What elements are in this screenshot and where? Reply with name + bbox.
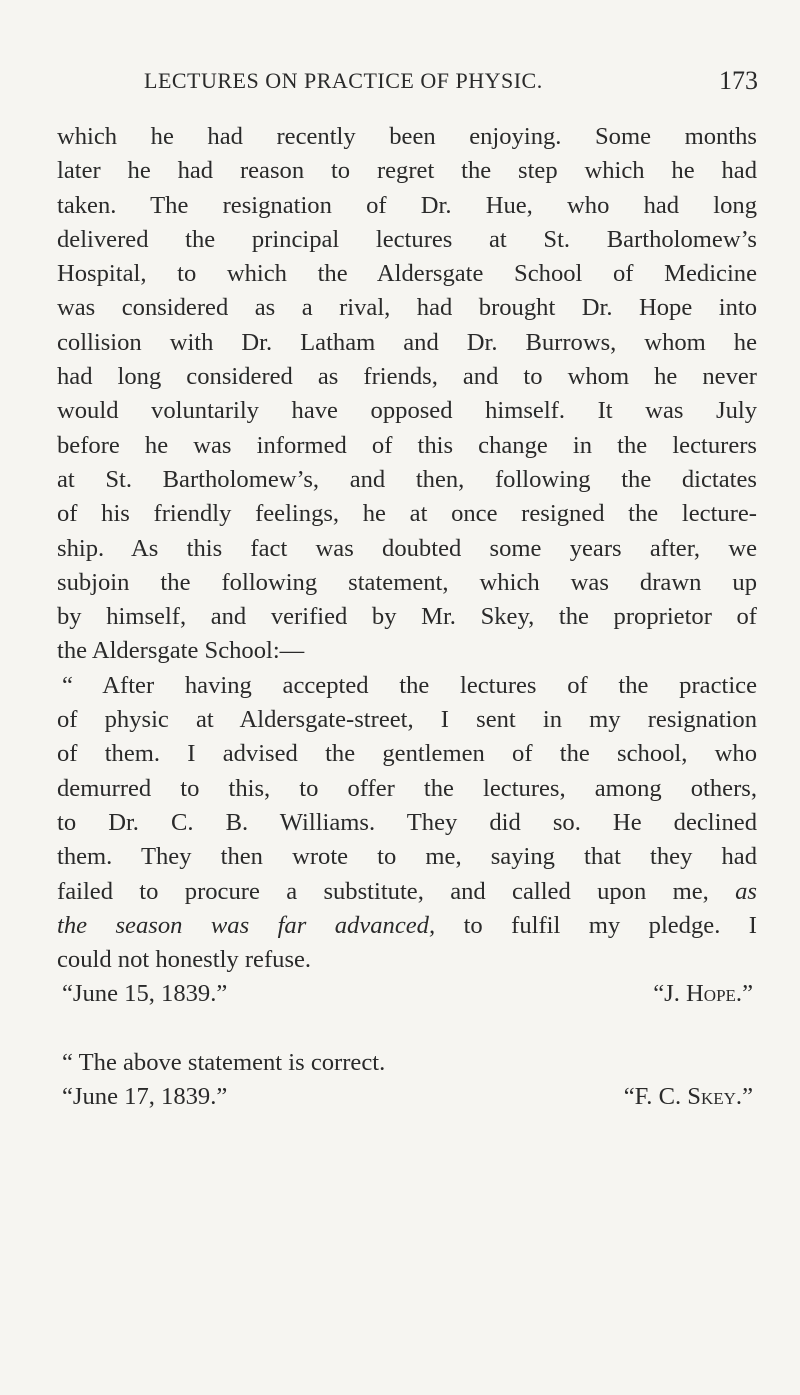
running-title: LECTURES ON PRACTICE OF PHYSIC. (144, 68, 543, 93)
body-text (57, 120, 757, 1114)
text-line: later he had reason to regret the step which he had (57, 157, 757, 185)
quote-line (57, 909, 757, 943)
quote-line: demurred to this, to offer the lectures, among others, (57, 774, 757, 802)
text-line: at St. Bartholomew’s, and then, following the dictates (57, 465, 757, 493)
text-line: subjoin the following statement, which was drawn up (57, 568, 757, 596)
quote-text: to fulfil my pledge. I (463, 911, 757, 939)
text-line: of his friendly feelings, he at once resigned the lecture- (57, 500, 757, 528)
text-line: Hospital, to which the Aldersgate School of Medicine (57, 260, 757, 288)
quote-line: to Dr. C. B. Williams. They did so. He declined (57, 808, 757, 836)
text-line: by himself, and verified by Mr. Skey, the proprietor of (57, 603, 757, 631)
text-line: collision with Dr. Latham and Dr. Burrows, whom he (57, 328, 757, 356)
quote-line (57, 875, 757, 909)
text-line: which he had recently been enjoying. Some months (57, 123, 757, 150)
signature-row (57, 977, 757, 1011)
quote-line: could not honestly refuse. (57, 946, 312, 974)
text-line: the Aldersgate School:— (57, 637, 305, 665)
running-head (130, 68, 758, 108)
text-line: ship. As this fact was doubted some years after, we (57, 534, 757, 562)
signature-date: “June 15, 1839.” (62, 980, 228, 1008)
italic-text: as (735, 877, 757, 905)
quote-line: “ After having accepted the lectures of the practice (62, 671, 757, 699)
quote-line: of physic at Aldersgate-street, I sent in my resignation (57, 706, 757, 734)
signature-date: “June 17, 1839.” (62, 1083, 228, 1111)
signature-name: “J. Hope.” (653, 980, 753, 1008)
statement-line: “ The above statement is correct. (62, 1048, 386, 1076)
text-line: was considered as a rival, had brought Dr. Hope into (57, 294, 757, 322)
italic-text: the season was far advanced, (57, 911, 436, 939)
page-number: 173 (719, 66, 758, 95)
text-line: taken. The resignation of Dr. Hue, who had long (57, 191, 757, 219)
text-line: before he was informed of this change in the lecturers (57, 431, 757, 459)
signature-row (57, 1080, 757, 1114)
spacer (57, 1012, 757, 1046)
quote-line: them. They then wrote to me, saying that they had (57, 843, 757, 871)
text-line: would voluntarily have opposed himself. It was July (57, 397, 757, 425)
text-line: delivered the principal lectures at St. Bartholomew’s (57, 225, 757, 253)
quote-text: failed to procure a substitute, and called upon me, (57, 877, 709, 905)
quote-line: of them. I advised the gentlemen of the school, who (57, 740, 757, 768)
text-line: had long considered as friends, and to whom he never (57, 363, 757, 391)
signature-name: “F. C. Skey.” (623, 1083, 753, 1111)
